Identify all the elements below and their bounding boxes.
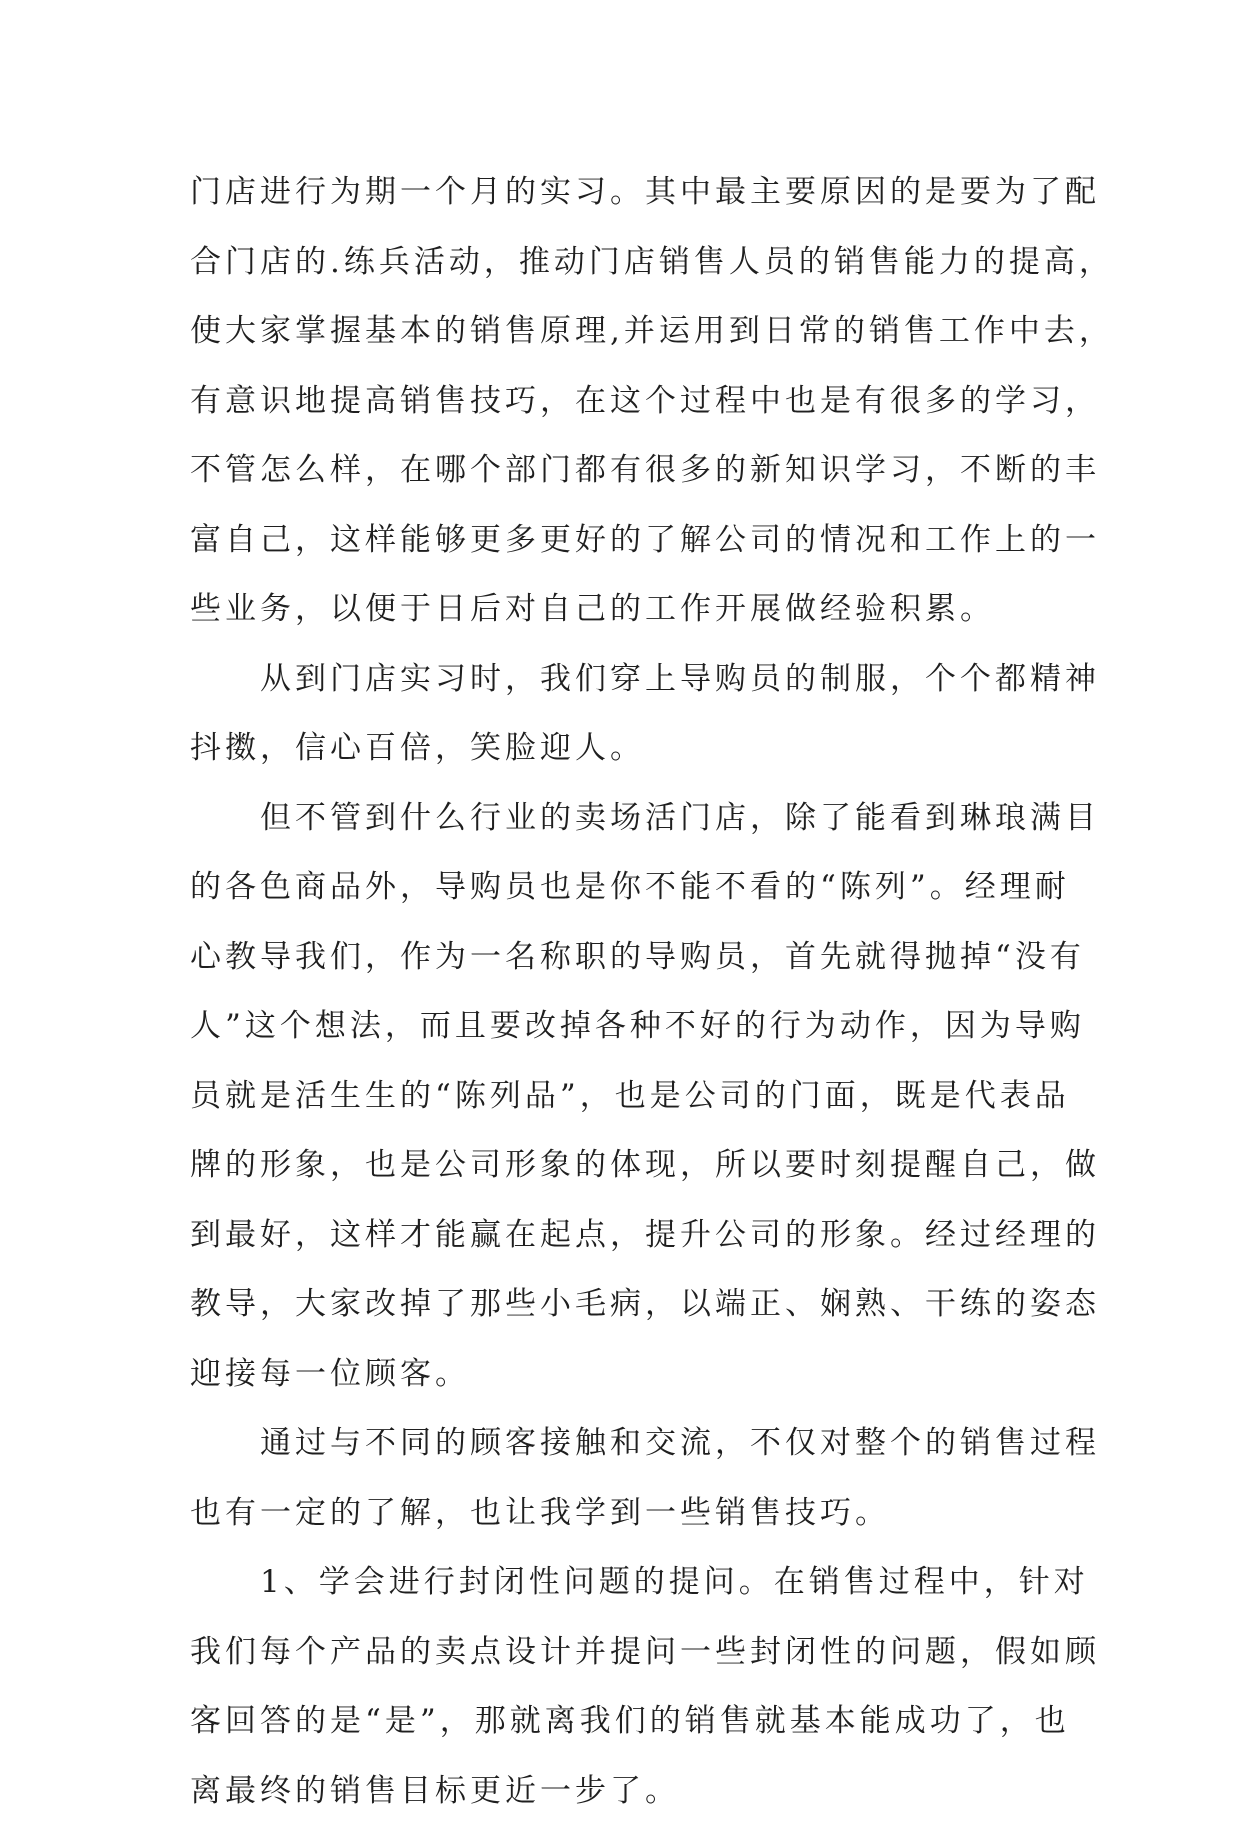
text-line: 也有一定的了解，也让我学到一些销售技巧。 bbox=[190, 1479, 1090, 1549]
text-line: 的各色商品外，导购员也是你不能不看的“陈列”。经理耐 bbox=[190, 853, 1090, 923]
text-line: 合门店的.练兵活动，推动门店销售人员的销售能力的提高， bbox=[190, 228, 1090, 298]
text-line: 不管怎么样，在哪个部门都有很多的新知识学习，不断的丰 bbox=[190, 436, 1090, 506]
text-line: 牌的形象，也是公司形象的体现，所以要时刻提醒自己，做 bbox=[190, 1131, 1090, 1201]
text-line: 使大家掌握基本的销售原理,并运用到日常的销售工作中去， bbox=[190, 297, 1090, 367]
text-line: 抖擞，信心百倍，笑脸迎人。 bbox=[190, 714, 1090, 784]
text-line: 人”这个想法，而且要改掉各种不好的行为动作，因为导购 bbox=[190, 992, 1090, 1062]
text-line: 但不管到什么行业的卖场活门店，除了能看到琳琅满目 bbox=[190, 784, 1090, 854]
text-line: 我们每个产品的卖点设计并提问一些封闭性的问题，假如顾 bbox=[190, 1618, 1090, 1688]
text-line: 富自己，这样能够更多更好的了解公司的情况和工作上的一 bbox=[190, 506, 1090, 576]
text-line: 教导，大家改掉了那些小毛病，以端正、娴熟、干练的姿态 bbox=[190, 1270, 1090, 1340]
text-line: 到最好，这样才能赢在起点，提升公司的形象。经过经理的 bbox=[190, 1201, 1090, 1271]
text-line: 员就是活生生的“陈列品”，也是公司的门面，既是代表品 bbox=[190, 1062, 1090, 1132]
text-line: 通过与不同的顾客接触和交流，不仅对整个的销售过程 bbox=[190, 1409, 1090, 1479]
text-line: 心教导我们，作为一名称职的导购员，首先就得抛掉“没有 bbox=[190, 923, 1090, 993]
text-line: 离最终的销售目标更近一步了。 bbox=[190, 1757, 1090, 1826]
text-line: 客回答的是“是”，那就离我们的销售就基本能成功了，也 bbox=[190, 1687, 1090, 1757]
text-line: 有意识地提高销售技巧，在这个过程中也是有很多的学习， bbox=[190, 367, 1090, 437]
text-line: 门店进行为期一个月的实习。其中最主要原因的是要为了配 bbox=[190, 158, 1090, 228]
text-line: 1、学会进行封闭性问题的提问。在销售过程中，针对 bbox=[190, 1548, 1090, 1618]
document-body bbox=[190, 158, 1090, 1826]
text-line: 迎接每一位顾客。 bbox=[190, 1340, 1090, 1410]
text-line: 些业务，以便于日后对自己的工作开展做经验积累。 bbox=[190, 575, 1090, 645]
text-line: 从到门店实习时，我们穿上导购员的制服，个个都精神 bbox=[190, 645, 1090, 715]
